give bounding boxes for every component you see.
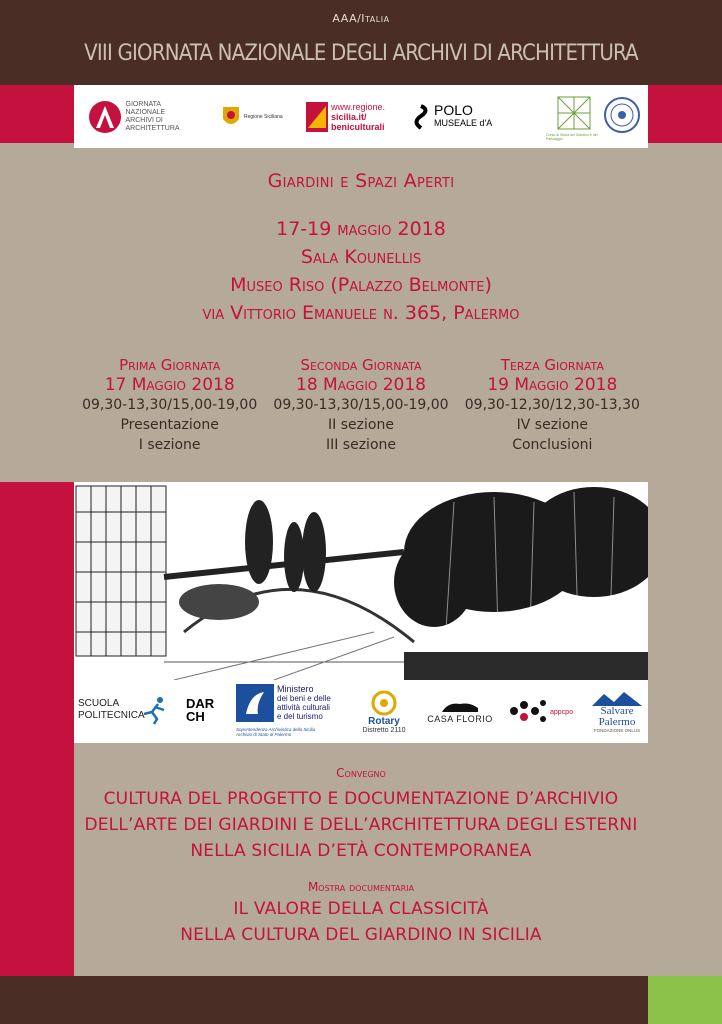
- event-dates: 17-19 maggio 2018: [276, 218, 446, 240]
- appcpo-text: appcpo: [550, 708, 573, 716]
- mibact-line6: Archivio di Stato di Palermo: [236, 732, 292, 737]
- garden-grid-icon: [554, 93, 594, 133]
- garden-drawing-image: [74, 482, 648, 680]
- beniculturali-mark-icon: [306, 102, 328, 132]
- regione-siciliana-logo: [219, 97, 304, 137]
- left-accent-bottom: [0, 482, 74, 976]
- palermo-text: Palermo: [598, 715, 636, 728]
- day-time: 09,30-13,30/15,00-19,00: [82, 397, 258, 413]
- casa-florio-text: CASA FLORIO: [427, 714, 493, 724]
- convegno-line3: NELLA SICILIA D’ETÀ CONTEMPORANEA: [190, 841, 532, 861]
- day-date: 19 Maggio 2018: [487, 375, 618, 395]
- day-name: Prima Giornata: [119, 356, 221, 374]
- university-seal-icon: [603, 96, 641, 134]
- regione-url-line3: beniculturali: [331, 122, 385, 132]
- day-session: II sezione: [328, 417, 394, 433]
- mibact-line4: e del turismo: [277, 712, 323, 721]
- aaa-italia-logo: [84, 89, 184, 144]
- mibact-line3: attività culturali: [277, 703, 330, 712]
- mostra-label: Mostra documentaria: [307, 880, 415, 894]
- day-session: Presentazione: [120, 417, 219, 433]
- dots-network-icon: [508, 697, 548, 727]
- left-accent-top: [0, 85, 74, 143]
- aaa-logo-text: GIORNATA NAZIONALE ARCHIVI DI ARCHITETTURA: [125, 100, 180, 132]
- day-name: Seconda Giornata: [300, 356, 422, 374]
- event-address: via Vittorio Emanuele n. 365, Palermo: [202, 302, 520, 324]
- fondazione-text: FONDAZIONE ONLUS: [593, 727, 641, 733]
- day-time: 09,30-12,30/12,30-13,30: [464, 397, 640, 413]
- sicily-crest-icon: [221, 105, 241, 129]
- polo-text: POLO: [434, 102, 473, 118]
- mibact-line1: Ministero: [277, 684, 314, 694]
- day-name: Terza Giornata: [500, 356, 604, 374]
- mostra-line1: IL VALORE DELLA CLASSICITÀ: [233, 899, 489, 919]
- storia-giardino-text: Corso di Storia dei Giardino e del Paesaggio: [546, 133, 598, 141]
- day-date: 17 Maggio 2018: [104, 375, 235, 395]
- mostra-line2: NELLA CULTURA DEL GIARDINO IN SICILIA: [180, 925, 542, 945]
- scuola-politecnica-logo: [78, 690, 176, 730]
- footer-bar: [0, 976, 648, 1024]
- aaa-logo-icon: [88, 100, 122, 134]
- event-room: Sala Kounellis: [300, 246, 422, 268]
- org-label: AAA/Italia: [332, 12, 390, 25]
- partner-strip: [74, 680, 648, 743]
- university-seal-logo: [602, 93, 642, 137]
- polo-museale-logo: [412, 99, 522, 135]
- right-accent-top: [648, 85, 722, 143]
- mibact-line2: dei beni e delle: [277, 694, 331, 703]
- scuola-politecnica-text: SCUOLA POLITECNICA: [78, 698, 145, 721]
- salvare-palermo-logo: [586, 684, 648, 740]
- day-time: 09,30-13,30/15,00-19,00: [273, 397, 449, 413]
- mibact-icon: [236, 684, 274, 722]
- day-2: [265, 356, 456, 455]
- convegno-line2: DELL’ARTE DEI GIARDINI E DELL’ARCHITETTURA DEGLI ESTERNI: [84, 815, 638, 835]
- day-session: IV sezione: [516, 417, 588, 433]
- day-1: [74, 356, 265, 455]
- mibact-logo: [236, 684, 344, 742]
- day-session: III sezione: [325, 437, 397, 453]
- sponsor-strip-top: [74, 85, 648, 148]
- event-theme: Giardini e Spazi Aperti: [267, 170, 455, 192]
- convegno-label: Convegno: [336, 766, 386, 780]
- day-session: Conclusioni: [512, 437, 593, 453]
- page-title: VIII GIORNATA NAZIONALE DEGLI ARCHIVI DI ARCHITETTURA: [84, 41, 638, 66]
- rotary-wheel-icon: [371, 690, 397, 716]
- casa-florio-logo: [420, 692, 500, 732]
- salvare-text: Salvare: [600, 704, 634, 717]
- mibact-line5: Soprintendenza Archivistica della Sicilia: [236, 727, 316, 732]
- rotary-logo: [354, 684, 414, 740]
- rotary-text: Rotary: [368, 716, 400, 727]
- day-date: 18 Maggio 2018: [296, 375, 426, 395]
- museale-text: MUSEALE d'A: [434, 118, 493, 128]
- day-3: [457, 356, 648, 455]
- convegno-line1: CULTURA DEL PROGETTO E DOCUMENTAZIONE D’ARCHIVIO: [103, 789, 619, 809]
- footer-green-block: [648, 976, 722, 1024]
- appcpo-logo: [508, 686, 582, 738]
- darch-logo: [182, 690, 226, 730]
- darch-text: DARCH: [186, 696, 215, 724]
- polo-museale-icon: [412, 104, 430, 130]
- event-details: [74, 215, 648, 327]
- regione-sicilia-beniculturali-logo: [306, 99, 404, 135]
- regione-url-line2: sicilia.it/: [331, 112, 367, 122]
- garden-illustration: [74, 482, 648, 680]
- event-venue: Museo Riso (Palazzo Belmonte): [230, 274, 492, 296]
- rotary-district: Distretto 2110: [362, 727, 406, 734]
- conference-section: [74, 766, 648, 948]
- storia-giardino-logo: [546, 89, 602, 145]
- day-session: I sezione: [138, 437, 201, 453]
- regione-url-line1: www.regione.: [331, 102, 386, 112]
- schedule: [74, 356, 648, 455]
- runner-icon: [140, 695, 170, 725]
- lion-icon: [440, 700, 480, 714]
- mountain-icon: [592, 692, 642, 706]
- regione-siciliana-text: Regione Siciliana: [244, 114, 283, 120]
